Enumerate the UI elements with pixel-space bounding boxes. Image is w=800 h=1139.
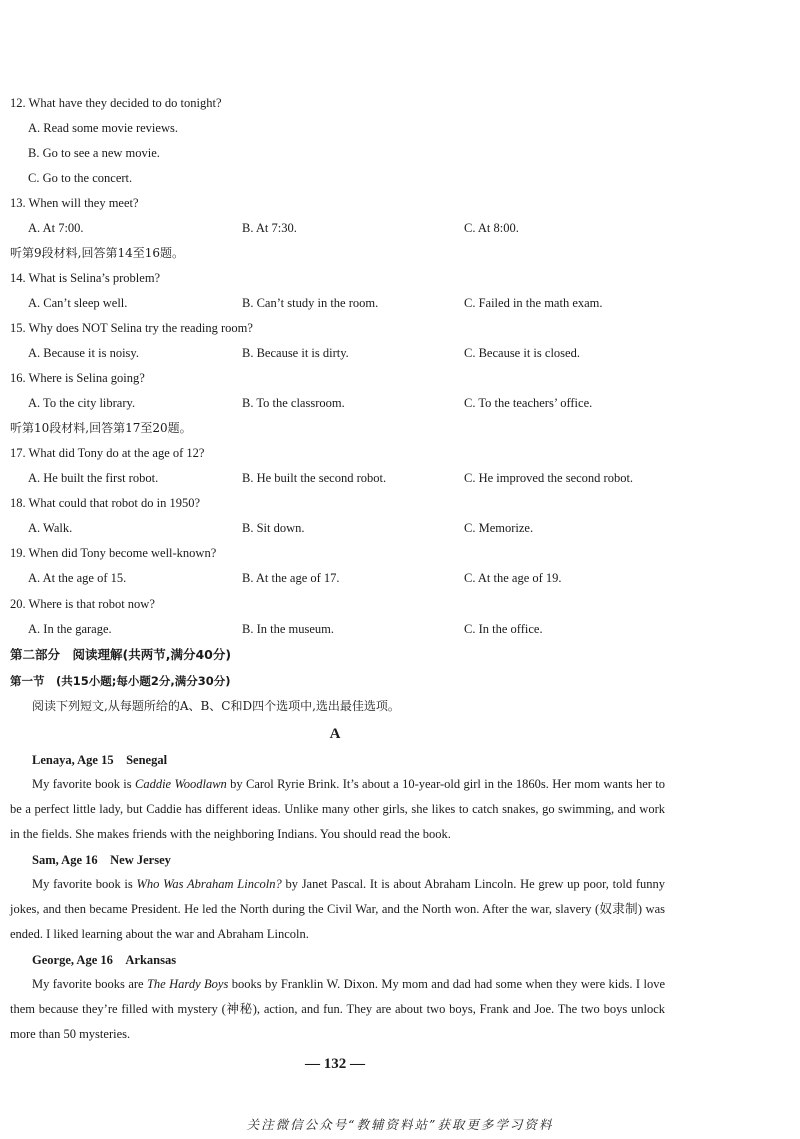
question-20: 20. Where is that robot now? <box>10 597 155 611</box>
q15-option-b: B. Because it is dirty. <box>242 346 349 360</box>
footer-promo: 关注微信公众号“教辅资料站”获取更多学习资料 <box>246 1117 554 1132</box>
sam-text-post: by Janet Pascal. It is about Abraham Lincoln. He grew up poor, told funny jokes, and then became President. He led the North during the Civil War, and the North won. After the war, slavery (奴隶制) was ended. I liked learning about the war and Abraham Lincoln. <box>10 877 665 941</box>
question-19: 19. When did Tony become well-known? <box>10 546 217 560</box>
q17-option-b: B. He built the second robot. <box>242 471 387 485</box>
reading-instruction: 阅读下列短文,从每题所给的A、B、C和D四个选项中,选出最佳选项。 <box>32 699 400 713</box>
question-14: 14. What is Selina’s problem? <box>10 271 161 285</box>
question-16: 16. Where is Selina going? <box>10 371 145 385</box>
q12-option-a: A. Read some movie reviews. <box>28 121 178 135</box>
page-number: — 132 — <box>305 1056 365 1072</box>
q13-option-c: C. At 8:00. <box>464 221 519 235</box>
george-heading: George, Age 16 Arkansas <box>32 953 177 967</box>
q17-option-c: C. He improved the second robot. <box>464 471 634 485</box>
question-15: 15. Why does NOT Selina try the reading room? <box>10 321 253 335</box>
q20-option-b: B. In the museum. <box>242 622 335 636</box>
q20-option-a: A. In the garage. <box>28 622 112 636</box>
q14-option-a: A. Can’t sleep well. <box>28 296 128 310</box>
george-text-pre: My favorite books are <box>32 977 147 991</box>
q13-option-a: A. At 7:00. <box>28 221 84 235</box>
instruction-material-9: 听第9段材料,回答第14至16题。 <box>10 246 184 260</box>
lenaya-text-pre: My favorite book is <box>32 777 135 791</box>
george-book-title: The Hardy Boys <box>146 977 229 991</box>
q15-option-c: C. Because it is closed. <box>464 346 580 360</box>
q18-option-c: C. Memorize. <box>464 521 534 535</box>
sam-heading: Sam, Age 16 New Jersey <box>32 853 171 867</box>
question-18: 18. What could that robot do in 1950? <box>10 496 201 510</box>
sam-paragraph <box>10 872 665 947</box>
sam-book-title: Who Was Abraham Lincoln? <box>136 877 282 891</box>
question-12: 12. What have they decided to do tonight? <box>10 96 222 110</box>
lenaya-paragraph <box>10 772 665 847</box>
q19-option-c: C. At the age of 19. <box>464 571 562 585</box>
q19-option-b: B. At the age of 17. <box>242 571 340 585</box>
q20-option-c: C. In the office. <box>464 622 543 636</box>
q15-option-a: A. Because it is noisy. <box>28 346 139 360</box>
question-17: 17. What did Tony do at the age of 12? <box>10 446 205 460</box>
question-13: 13. When will they meet? <box>10 196 139 210</box>
lenaya-heading: Lenaya, Age 15 Senegal <box>32 753 168 767</box>
instruction-material-10: 听第10段材料,回答第17至20题。 <box>10 421 192 435</box>
q17-option-a: A. He built the first robot. <box>28 471 159 485</box>
q12-option-b: B. Go to see a new movie. <box>28 146 160 160</box>
q18-option-a: A. Walk. <box>28 521 73 535</box>
lenaya-book-title: Caddie Woodlawn <box>135 777 227 791</box>
q18-option-b: B. Sit down. <box>242 521 305 535</box>
part-two-heading: 第二部分 阅读理解(共两节,满分40分) <box>10 647 232 662</box>
q16-option-c: C. To the teachers’ office. <box>464 396 593 410</box>
passage-title: A <box>329 726 341 742</box>
george-text-post: books by Franklin W. Dixon. My mom and dad had some when they were kids. I love them because they’re filled with mystery (神秘), action, and fun. They are about two boys, Frank and Joe. The two boys unlock more than 50 mysteries. <box>10 977 665 1041</box>
q13-option-b: B. At 7:30. <box>242 221 297 235</box>
q16-option-b: B. To the classroom. <box>242 396 345 410</box>
q12-option-c: C. Go to the concert. <box>28 171 133 185</box>
q19-option-a: A. At the age of 15. <box>28 571 127 585</box>
lenaya-text-post: by Carol Ryrie Brink. It’s about a 10-year-old girl in the 1860s. Her mom wants her to be a perfect little lady, but Caddie has different ideas. Unlike many other girls, she likes to catch snakes, go swimming, and work in the fields. She makes friends with the neighboring Indians. You should read the book. <box>10 777 665 841</box>
george-paragraph <box>10 972 665 1047</box>
q14-option-c: C. Failed in the math exam. <box>464 296 603 310</box>
sam-text-pre: My favorite book is <box>32 877 137 891</box>
section-one-heading: 第一节 (共15小题;每小题2分,满分30分) <box>10 674 231 688</box>
q16-option-a: A. To the city library. <box>28 396 136 410</box>
q14-option-b: B. Can’t study in the room. <box>242 296 379 310</box>
